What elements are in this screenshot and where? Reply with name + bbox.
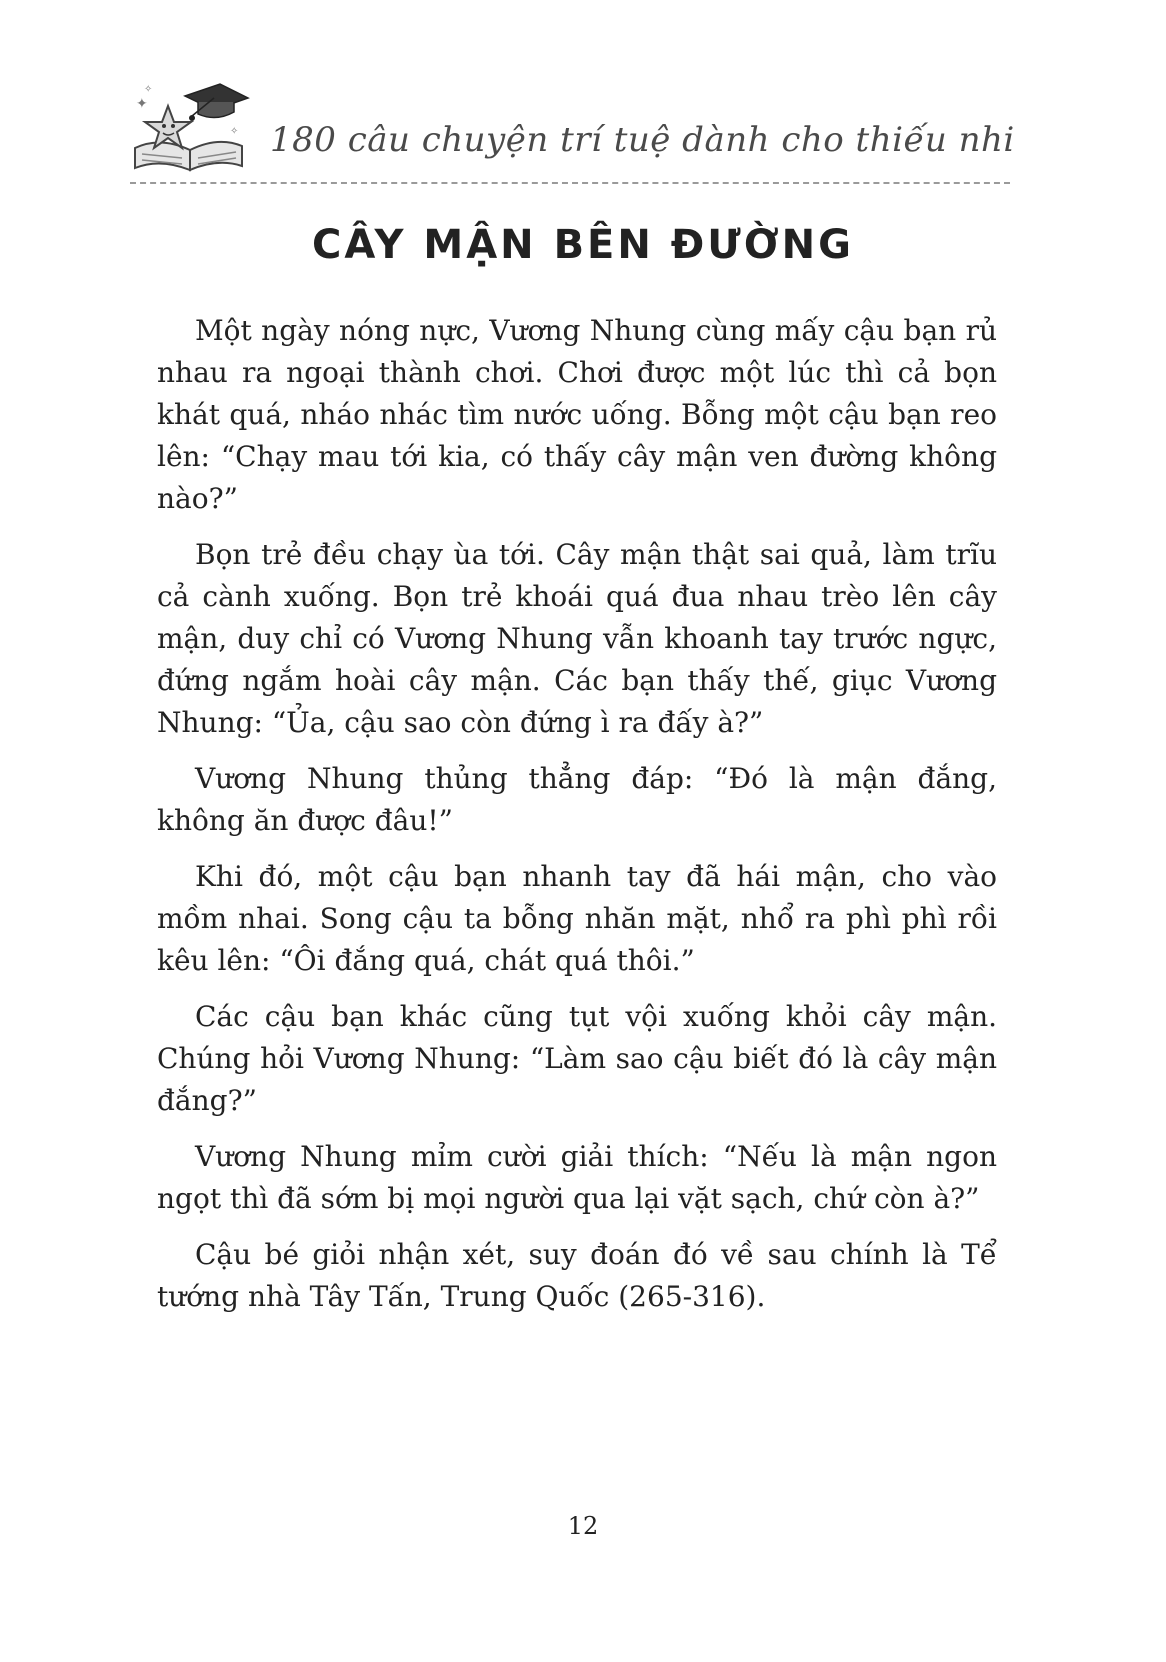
paragraph: Bọn trẻ đều chạy ùa tới. Cây mận thật sai quả, làm trĩu cả cành xuống. Bọn trẻ khoái quá đua nhau trèo lên cây mận, duy chỉ có Vương Nhung vẫn khoanh tay trước ngực, đứng ngắm hoài cây mận. Các bạn thấy thế, giục Vương Nhung: “Ủa, cậu sao còn đứng ì ra đấy à?”: [157, 538, 997, 739]
story-title: CÂY MẬN BÊN ĐƯỜNG: [312, 222, 854, 268]
paragraph: Một ngày nóng nực, Vương Nhung cùng mấy cậu bạn rủ nhau ra ngoại thành chơi. Chơi được một lúc thì cả bọn khát quá, nháo nhác tìm nước uống. Bỗng một cậu bạn reo lên: “Chạy mau tới kia, có thấy cây mận ven đường không nào?”: [157, 314, 997, 515]
paragraph: Vương Nhung mỉm cười giải thích: “Nếu là mận ngon ngọt thì đã sớm bị mọi người qua lại vặt sạch, chứ còn à?”: [157, 1140, 997, 1215]
header-divider: [130, 182, 1010, 184]
paragraph: Cậu bé giỏi nhận xét, suy đoán đó về sau chính là Tể tướng nhà Tây Tấn, Trung Quốc (265-316).: [157, 1238, 997, 1313]
page-header: [130, 78, 1015, 188]
svg-text:✧: ✧: [230, 126, 239, 137]
page-number: 12: [567, 1512, 599, 1540]
svg-text:✦: ✦: [136, 96, 148, 112]
svg-text:✧: ✧: [144, 84, 153, 95]
book-star-graduation-cap-icon: [130, 78, 255, 178]
paragraph: Vương Nhung thủng thẳng đáp: “Đó là mận đắng, không ăn được đâu!”: [157, 762, 997, 837]
story-body: [157, 310, 997, 1332]
series-title: 180 câu chuyện trí tuệ dành cho thiếu nhi: [270, 120, 1015, 160]
paragraph: Các cậu bạn khác cũng tụt vội xuống khỏi cây mận. Chúng hỏi Vương Nhung: “Làm sao cậu biết đó là cây mận đắng?”: [157, 1000, 997, 1117]
paragraph: Khi đó, một cậu bạn nhanh tay đã hái mận, cho vào mồm nhai. Song cậu ta bỗng nhăn mặt, nhổ ra phì phì rồi kêu lên: “Ôi đắng quá, chát quá thôi.”: [157, 860, 997, 977]
